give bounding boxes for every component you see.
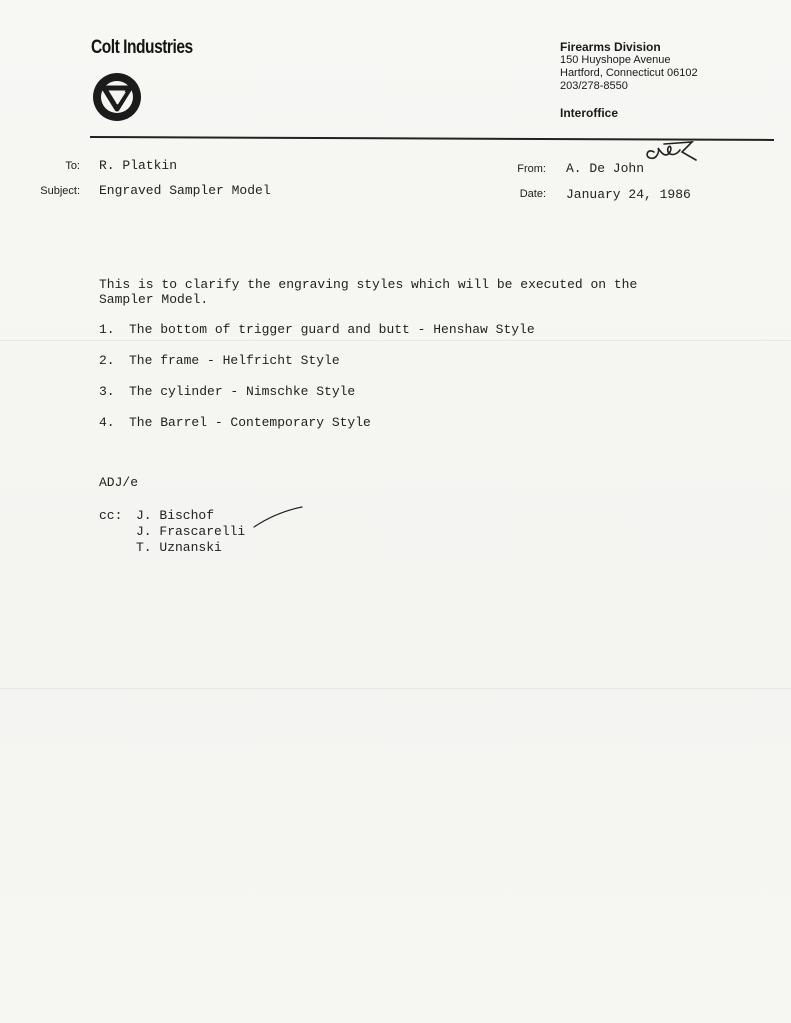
paper-fold	[0, 688, 791, 689]
company-name: Colt Industries	[91, 37, 193, 58]
signature-initials	[640, 138, 700, 168]
engraving-list	[99, 322, 535, 446]
list-item: 3. The cylinder - Nimschke Style	[99, 384, 356, 399]
to-label: To:	[65, 160, 80, 172]
division-name: Firearms Division	[560, 40, 661, 54]
cc-row	[99, 540, 245, 556]
list-item: 4. The Barrel - Contemporary Style	[99, 415, 371, 430]
colt-logo	[91, 71, 143, 123]
cc-label: cc:	[99, 508, 123, 523]
phone-number: 203/278-8550	[560, 80, 628, 92]
subject-label: Subject:	[40, 185, 80, 197]
list-item: 1. The bottom of trigger guard and butt - Henshaw Style	[99, 322, 535, 337]
address-line1: 150 Huyshope Avenue	[560, 54, 671, 66]
address-line2: Hartford, Connecticut 06102	[560, 67, 698, 79]
cc-name: T. Uznanski	[136, 540, 222, 555]
cc-name: J. Bischof	[136, 508, 215, 523]
date-value: January 24, 1986	[566, 187, 691, 202]
typist-initials: ADJ/e	[99, 475, 139, 490]
check-mark	[252, 505, 304, 535]
memo-type: Interoffice	[560, 106, 619, 120]
division-address	[560, 41, 698, 93]
memo-intro: This is to clarify the engraving styles which will be executed on the Sampler Model.	[99, 277, 638, 307]
cc-row	[99, 508, 245, 524]
cc-list	[99, 508, 245, 556]
date-label: Date:	[519, 188, 546, 200]
from-value: A. De John	[566, 161, 645, 176]
subject-value: Engraved Sampler Model	[99, 183, 271, 198]
to-value: R. Platkin	[99, 158, 178, 173]
list-item: 2. The frame - Helfricht Style	[99, 353, 340, 368]
cc-name: J. Frascarelli	[136, 524, 246, 539]
from-label: From:	[517, 163, 546, 175]
cc-row	[99, 524, 245, 540]
